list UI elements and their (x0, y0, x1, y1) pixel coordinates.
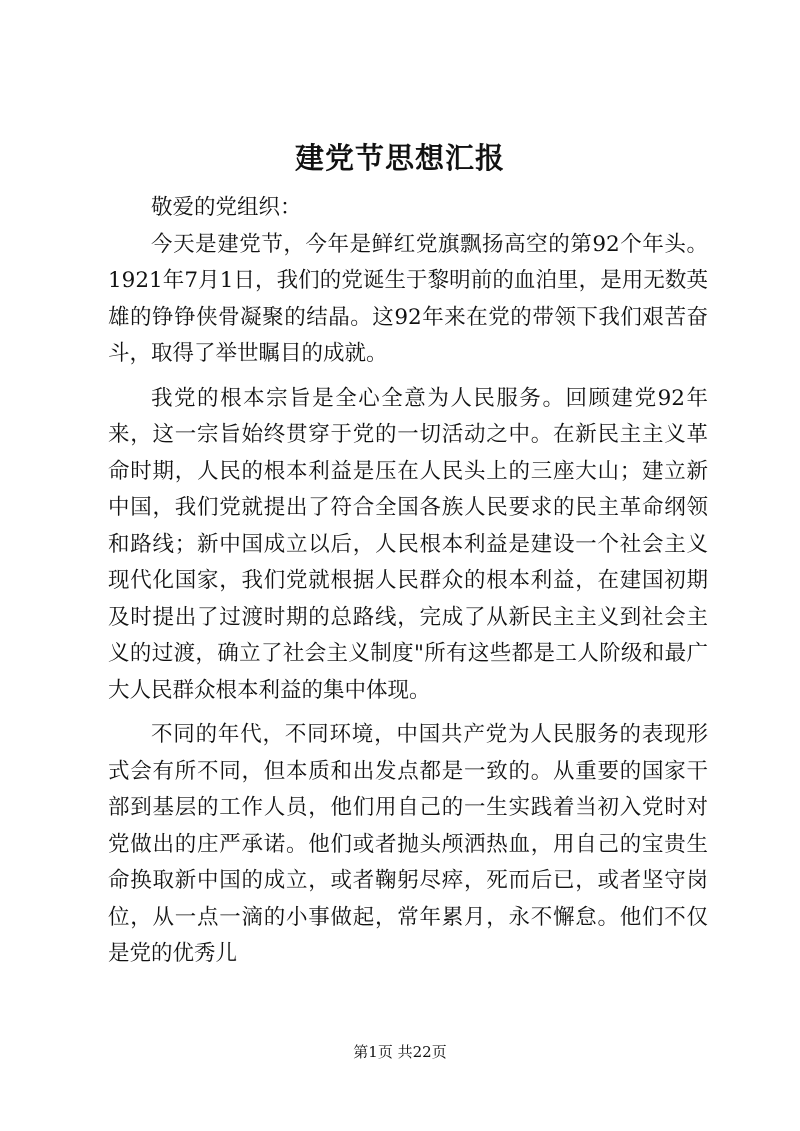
page-number-footer: 第1页 共22页 (353, 1043, 447, 1061)
document-title: 建党节思想汇报 (294, 141, 505, 175)
document-body (108, 190, 708, 981)
salutation-paragraph: 敬爱的党组织： (151, 195, 302, 220)
body-paragraph-3: 不同的年代，不同环境，中国共产党为人民服务的表现形式会有所不同，但本质和出发点都是一致的。从重要的国家干部到基层的工作人员，他们用自己的一生实践着当初入党时对党做出的庄严承诺。他们或者抛头颅洒热血，用自己的宝贵生命换取新中国的成立，或者鞠躬尽瘁，死而后已，或者坚守岗位，从一点一滴的小事做起，常年累月，永不懈怠。他们不仅是党的优秀儿 (108, 722, 708, 966)
body-paragraph-2: 我党的根本宗旨是全心全意为人民服务。回顾建党92年来，这一宗旨始终贯穿于党的一切活动之中。在新民主主义革命时期，人民的根本利益是压在人民头上的三座大山；建立新中国，我们党就提出了符合全国各族人民要求的民主革命纲领和路线；新中国成立以后，人民根本利益是建设一个社会主义现代化国家，我们党就根据人民群众的根本利益，在建国初期及时提出了过渡时期的总路线，完成了从新民主主义到社会主义的过渡，确立了社会主义制度"所有这些都是工人阶级和最广大人民群众根本利益的集中体现。 (108, 385, 708, 703)
body-paragraph-1: 今天是建党节，今年是鲜红党旗飘扬高空的第92个年头。1921年7月1日，我们的党诞生于黎明前的血泊里，是用无数英雄的铮铮侠骨凝聚的结晶。这92年来在党的带领下我们艰苦奋斗，取得了举世瞩目的成就。 (108, 231, 708, 366)
